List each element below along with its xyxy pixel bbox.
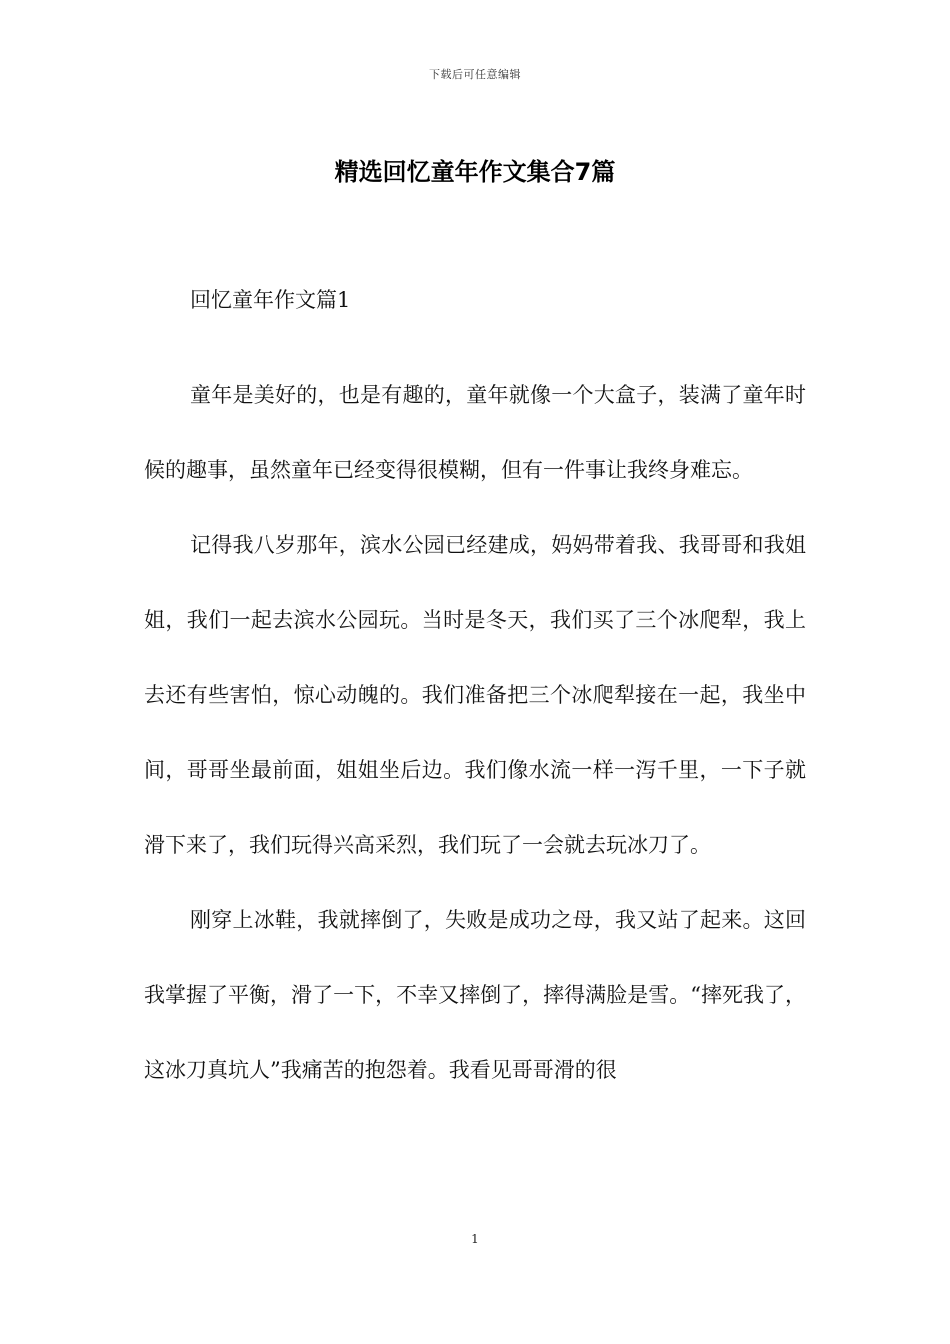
document-title: 精选回忆童年作文集合7篇 [334, 158, 616, 186]
paragraph-2: 记得我八岁那年，滨水公园已经建成，妈妈带着我、我哥哥和我姐姐，我们一起去滨水公园玩。当时是冬天，我们买了三个冰爬犁，我上去还有些害怕，惊心动魄的。我们准备把三个冰爬犁接在一起，我坐中间，哥哥坐最前面，姐姐坐后边。我们像水流一样一泻千里，一下子就滑下来了，我们玩得兴高采烈，我们玩了一会就去玩冰刀了。 [144, 533, 806, 857]
section-heading: 回忆童年作文篇1 [190, 288, 351, 312]
paragraph-3: 刚穿上冰鞋，我就摔倒了，失败是成功之母，我又站了起来。这回我掌握了平衡，滑了一下，不幸又摔倒了，摔得满脸是雪。“摔死我了，这冰刀真坑人”我痛苦的抱怨着。我看见哥哥滑的很 [144, 908, 806, 1082]
document-body [144, 283, 806, 1108]
page-number: 1 [471, 1232, 479, 1246]
header-note: 下载后可任意编辑 [429, 68, 521, 81]
paragraph-1: 童年是美好的，也是有趣的，童年就像一个大盒子，装满了童年时候的趣事，虽然童年已经变得很模糊，但有一件事让我终身难忘。 [144, 383, 806, 482]
